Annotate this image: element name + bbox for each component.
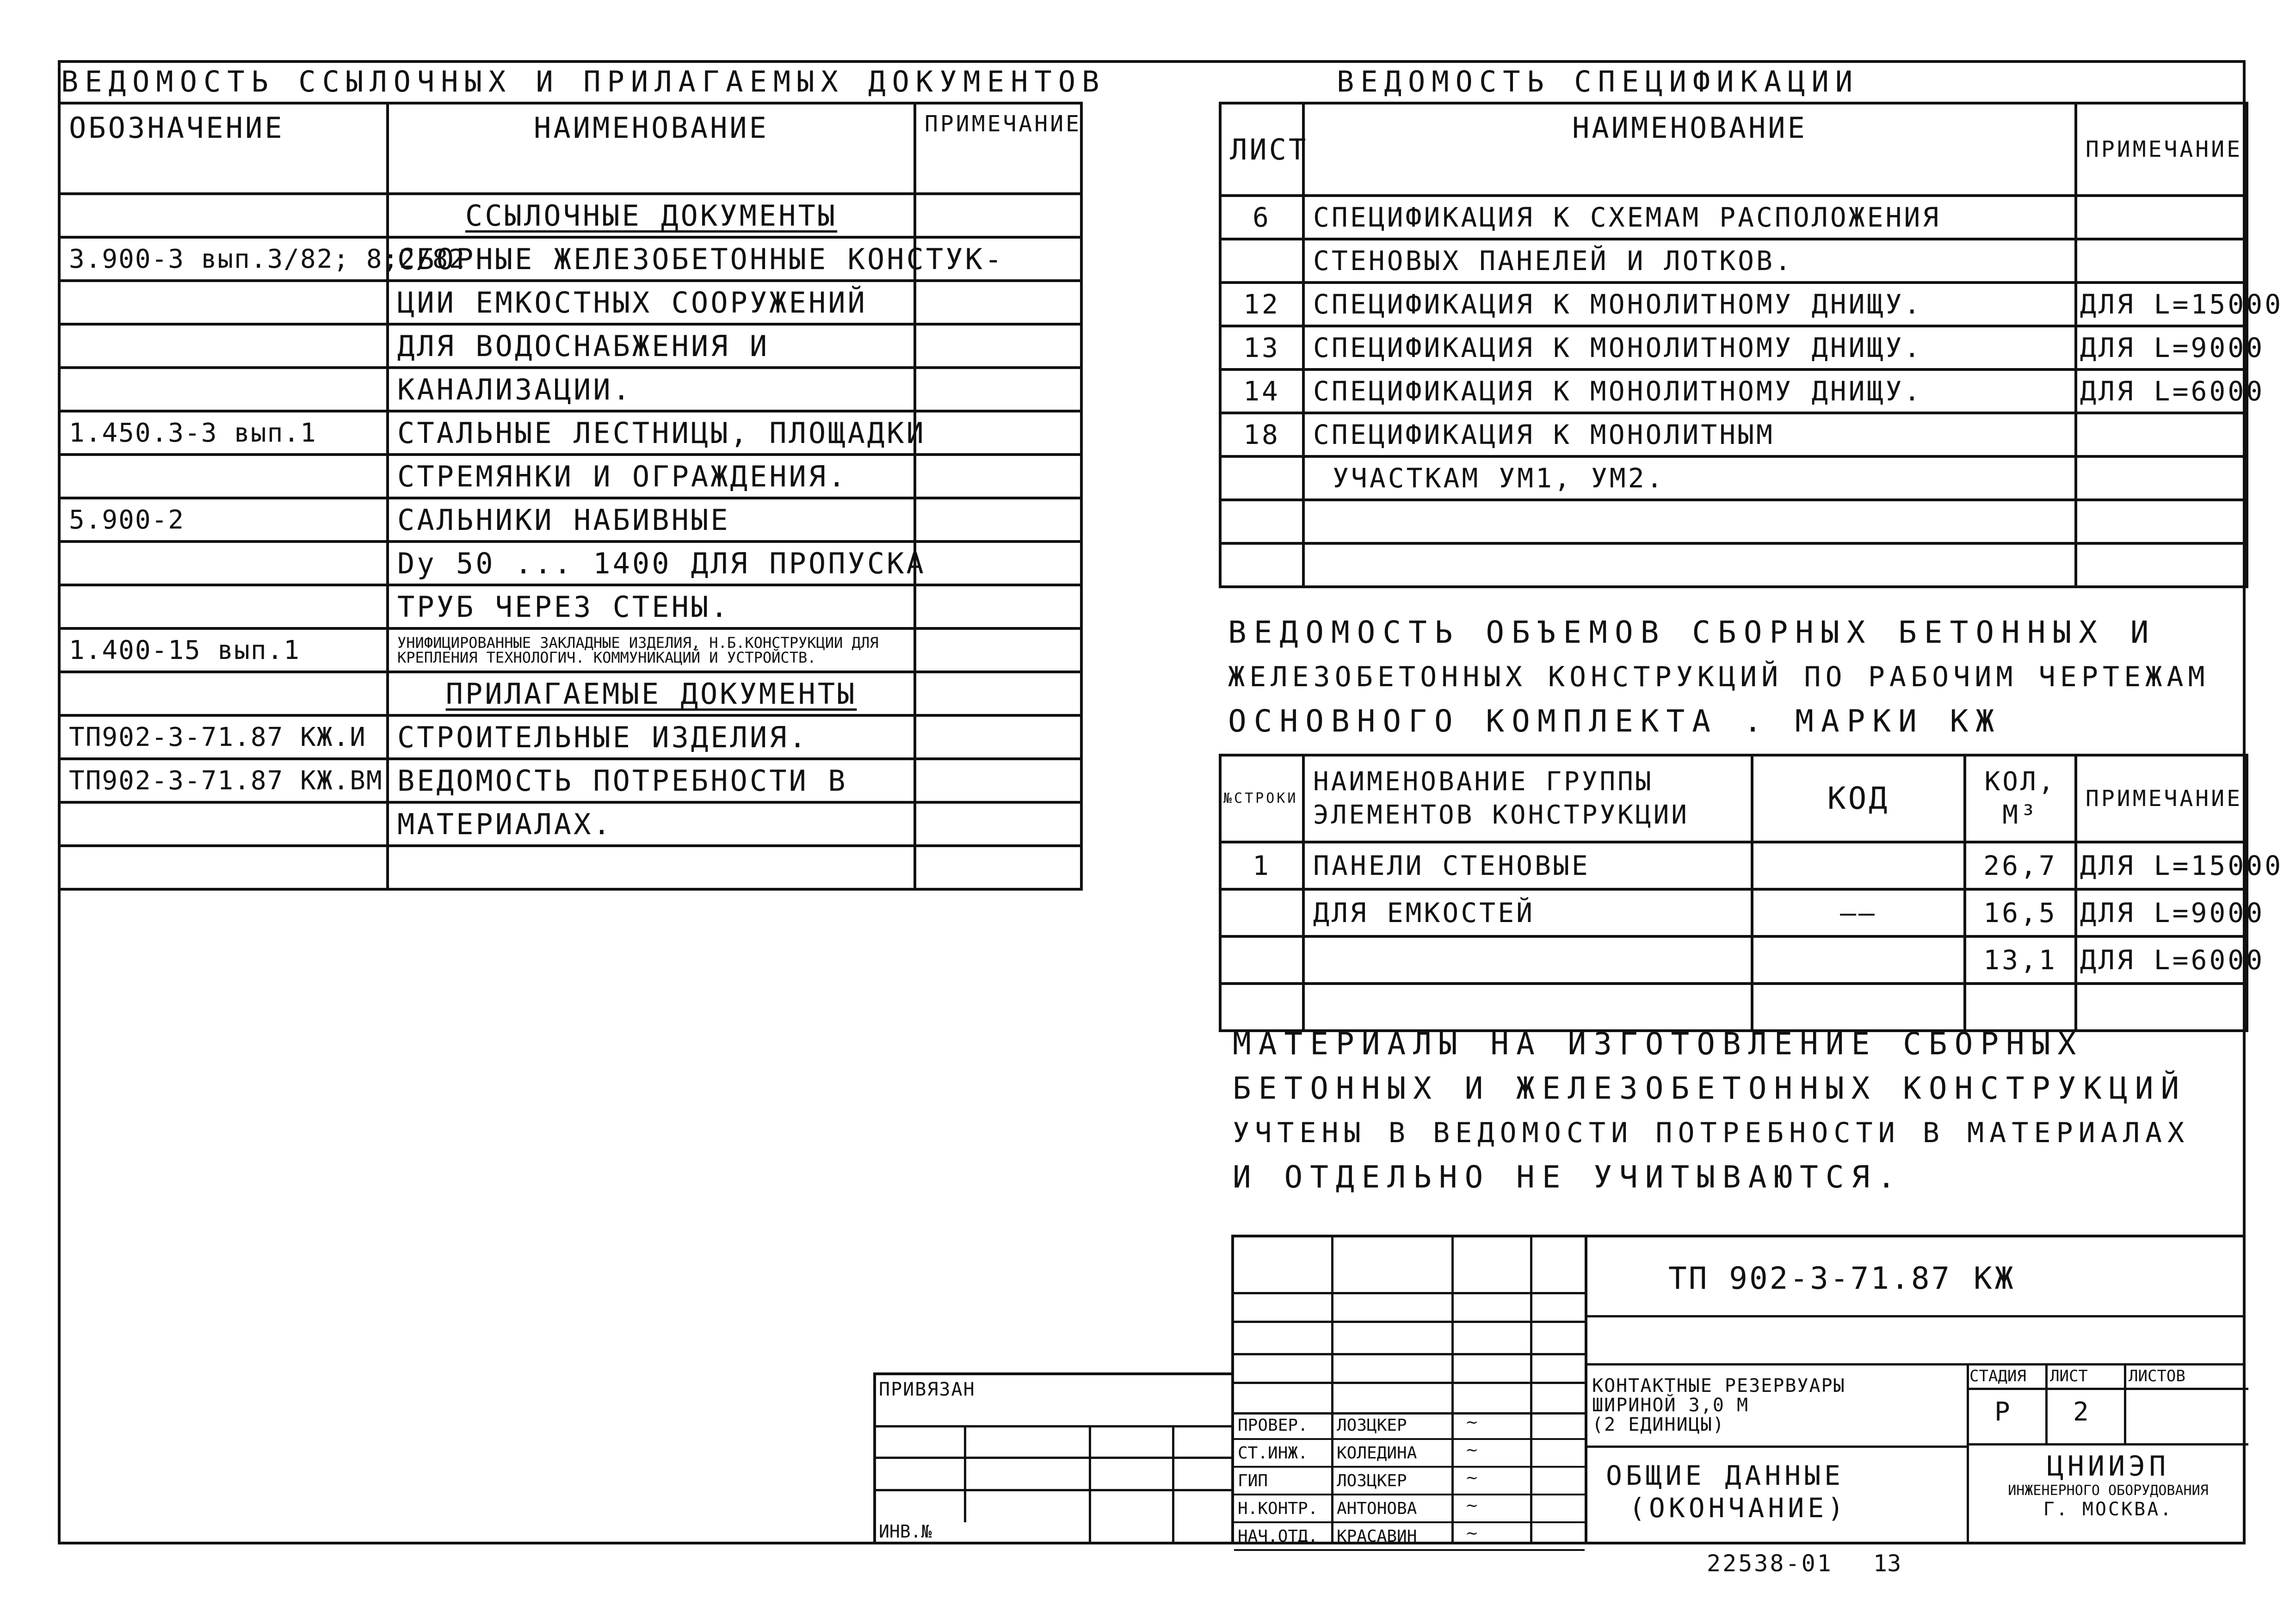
doc-mark: КЖ [1974,1261,2016,1296]
volumes-cell-name [1303,936,1752,984]
ref-row [59,541,1081,585]
spec-title: ВЕДОМОСТЬ СПЕЦИФИКАЦИИ [1337,65,1859,98]
sig-hline-a [1234,1292,1585,1294]
spec-cell-name [1303,500,2076,543]
signatures-block [1231,1235,1587,1544]
ref-cell-code [59,281,388,324]
spec-cell-note [2076,543,2247,587]
ref-cell-name: СБОРНЫЕ ЖЕЛЕЗОБЕТОННЫЕ КОНСТУК- [388,237,915,281]
spec-cell-sheet [1220,456,1303,500]
volumes-cell-qty: 16,5 [1965,889,2076,936]
volumes-cell-code [1752,842,1965,889]
signature-icon: ∼ [1465,1441,1479,1459]
ref-cell-name: КАНАЛИЗАЦИИ. [388,368,915,411]
sheet-title [1606,1459,1847,1524]
materials-note-line-3: УЧТЕНЫ В ВЕДОМОСТИ ПОТРЕБНОСТИ В МАТЕРИАЛАХ [1233,1117,2190,1149]
spec-cell-note [2076,196,2247,239]
title-vline-stage [1967,1363,1969,1544]
bottom-page: 13 [1873,1550,1901,1577]
ref-cell-name [388,672,915,715]
person-name: ЛОЗЦКЕР [1337,1416,1407,1435]
main-title-block [1585,1235,2246,1544]
ref-cell-note [915,281,1081,324]
materials-note-line-2: БЕТОННЫХ И ЖЕЛЕЗОБЕТОННЫХ КОНСТРУКЦИЙ [1233,1070,2187,1106]
sheet-value: 2 [2073,1397,2089,1427]
person-row [1234,1412,1585,1440]
materials-note [1233,1022,2190,1200]
ref-cell-code: 5.900-2 [59,498,388,541]
ref-cell-name: УНИФИЦИРОВАННЫЕ ЗАКЛАДНЫЕ ИЗДЕЛИЯ, Н.Б.КОНСТРУКЦИИ ДЛЯ КРЕПЛЕНИЯ ТЕХНОЛОГИЧ. КОММУНИКАЦИЙ И УСТРОЙСТВ. [388,628,915,672]
attached-hline-2 [876,1457,1231,1459]
ref-cell-name: МАТЕРИАЛАХ. [388,802,915,846]
spec-cell-sheet [1220,543,1303,587]
ref-section-title: ПРИЛАГАЕМЫЕ ДОКУМЕНТЫ [445,677,857,711]
person-name: КОЛЕДИНА [1337,1444,1417,1463]
org-line-1: ЦНИИЭП [2047,1450,2170,1483]
ref-row [59,455,1081,498]
org-line-2: ИНЖЕНЕРНОГО ОБОРУДОВАНИЯ [2008,1483,2209,1499]
object-title-line-2: ШИРИНОЙ 3,0 М [1592,1395,1749,1416]
volumes-cell-code: —— [1752,889,1965,936]
ref-cell-name: Dy 50 ... 1400 ДЛЯ ПРОПУСКА [388,541,915,585]
volumes-cell-qty: 26,7 [1965,842,2076,889]
vol-col-name: НАИМЕНОВАНИЕ ГРУППЫ ЭЛЕМЕНТОВ КОНСТРУКЦИИ [1303,755,1752,842]
ref-docs-title: ВЕДОМОСТЬ ССЫЛОЧНЫХ И ПРИЛАГАЕМЫХ ДОКУМЕНТОВ [61,65,1106,98]
ref-cell-name [388,194,915,237]
ref-row [59,802,1081,846]
ref-cell-note [915,802,1081,846]
org-line-3: Г. МОСКВА. [2043,1499,2173,1520]
person-name: АНТОНОВА [1337,1499,1417,1518]
person-name: КРАСАВИН [1337,1527,1417,1546]
object-title-line-1: КОНТАКТНЫЕ РЕЗЕРВУАРЫ [1592,1375,1845,1396]
person-name: ЛОЗЦКЕР [1337,1471,1407,1490]
ref-cell-note [915,498,1081,541]
ref-row [59,585,1081,628]
materials-note-line-4: И ОТДЕЛЬНО НЕ УЧИТЫВАЮТСЯ. [1233,1159,1903,1195]
spec-cell-note [2076,239,2247,283]
ref-cell-note [915,324,1081,368]
ref-cell-name: ТРУБ ЧЕРЕЗ СТЕНЫ. [388,585,915,628]
ref-row [59,715,1081,759]
ref-row [59,759,1081,802]
spec-cell-name: УЧАСТКАМ УМ1, УМ2. [1303,456,2076,500]
people-list [1234,1412,1585,1551]
spec-row [1220,369,2247,413]
volumes-cell-note: ДЛЯ L=15000 [2076,842,2247,889]
ref-cell-note [915,715,1081,759]
volumes-cell-note: ДЛЯ L=9000 [2076,889,2247,936]
ref-row [59,237,1081,281]
spec-cell-note: ДЛЯ L=6000 [2076,369,2247,413]
ref-cell-code [59,455,388,498]
spec-cell-sheet: 12 [1220,283,1303,326]
spec-cell-sheet: 13 [1220,326,1303,369]
signature-icon: ∼ [1465,1524,1479,1543]
ref-cell-note [915,672,1081,715]
spec-cell-name: СПЕЦИФИКАЦИЯ К СХЕМАМ РАСПОЛОЖЕНИЯ [1303,196,2076,239]
ref-cell-name: ДЛЯ ВОДОСНАБЖЕНИЯ И [388,324,915,368]
ref-cell-code: 3.900-3 вып.3/82; 8;2/82 [59,237,388,281]
ref-cell-code: 1.400-15 вып.1 [59,628,388,672]
materials-note-line-1: МАТЕРИАЛЫ НА ИЗГОТОВЛЕНИЕ СБОРНЫХ [1233,1026,2084,1062]
volumes-cell-code [1752,936,1965,984]
org-block [1969,1450,2247,1520]
ref-cell-note [915,411,1081,455]
ref-cell-code [59,194,388,237]
ref-cell-name: СТРЕМЯНКИ И ОГРАЖДЕНИЯ. [388,455,915,498]
spec-cell-name [1303,543,2076,587]
attached-block [873,1372,1234,1544]
ref-cell-note [915,846,1081,889]
person-role: ПРОВЕР. [1238,1416,1308,1435]
spec-row [1220,543,2247,587]
vol-col-note: ПРИМЕЧАНИЕ [2076,755,2247,842]
spec-cell-name: СПЕЦИФИКАЦИЯ К МОНОЛИТНОМУ ДНИЩУ. [1303,283,2076,326]
volumes-cell-name: ДЛЯ ЕМКОСТЕЙ [1303,889,1752,936]
sig-hline-d [1234,1382,1585,1384]
spec-col-sheet: ЛИСТ [1220,103,1303,196]
object-title-line-3: (2 ЕДИНИЦЫ) [1592,1414,1725,1435]
ref-docs-table [58,102,1083,891]
spec-cell-sheet: 18 [1220,413,1303,456]
spec-cell-note [2076,413,2247,456]
spec-header-row [1220,103,2247,196]
volumes-cell-qty: 13,1 [1965,936,2076,984]
ref-row [59,324,1081,368]
volumes-cell-n [1220,936,1303,984]
vol-col-qty: КОЛ, М³ [1965,755,2076,842]
volumes-row [1220,936,2247,984]
ref-row [59,194,1081,237]
stage-hline-1 [1967,1388,2248,1390]
person-role: Н.КОНТР. [1238,1499,1318,1518]
spec-cell-sheet [1220,239,1303,283]
attached-hline-1 [876,1425,1231,1427]
ref-section-title: ССЫЛОЧНЫЕ ДОКУМЕНТЫ [465,198,838,233]
sheet-label: ЛИСТ [2050,1367,2088,1385]
ref-cell-code [59,324,388,368]
person-role: СТ.ИНЖ. [1238,1444,1308,1463]
sheet-title-line-2: (ОКОНЧАНИЕ) [1629,1492,1848,1524]
volumes-row [1220,889,2247,936]
spec-cell-name: СТЕНОВЫХ ПАНЕЛЕЙ И ЛОТКОВ. [1303,239,2076,283]
spec-cell-name: СПЕЦИФИКАЦИЯ К МОНОЛИТНОМУ ДНИЩУ. [1303,326,2076,369]
ref-cell-name: ЦИИ ЕМКОСТНЫХ СООРУЖЕНИЙ [388,281,915,324]
ref-cell-name: СТАЛЬНЫЕ ЛЕСТНИЦЫ, ПЛОЩАДКИ [388,411,915,455]
spec-row [1220,283,2247,326]
ref-cell-note [915,585,1081,628]
title-hline-2 [1587,1363,2243,1366]
doc-code: ТП 902-3-71.87 [1668,1261,1952,1296]
attached-vline-2 [1089,1425,1091,1544]
volumes-heading [1228,610,2210,744]
ref-cell-note [915,455,1081,498]
spec-cell-name: СПЕЦИФИКАЦИЯ К МОНОЛИТНОМУ ДНИЩУ. [1303,369,2076,413]
ref-cell-code [59,368,388,411]
volumes-heading-line-2: ЖЕЛЕЗОБЕТОННЫХ КОНСТРУКЦИЙ ПО РАБОЧИМ ЧЕРТЕЖАМ [1228,661,2210,693]
signature-icon: ∼ [1465,1413,1479,1432]
volumes-cell-n [1220,889,1303,936]
ref-cell-code: ТП902-3-71.87 КЖ.И [59,715,388,759]
attached-hline-3 [876,1489,1231,1491]
attached-vline-1 [964,1425,966,1522]
bottom-code: 22538-01 [1707,1550,1833,1577]
person-row [1234,1468,1585,1495]
spec-row [1220,413,2247,456]
ref-cell-name: СТРОИТЕЛЬНЫЕ ИЗДЕЛИЯ. [388,715,915,759]
ref-cell-note [915,541,1081,585]
stage-vline-1 [2045,1363,2048,1444]
volumes-cell-n: 1 [1220,842,1303,889]
ref-row [59,281,1081,324]
ref-col-note: ПРИМЕЧАНИЕ [915,103,1081,194]
sheet-title-line-1: ОБЩИЕ ДАННЫЕ [1606,1460,1845,1491]
volumes-row [1220,842,2247,889]
volumes-header-row [1220,755,2247,842]
object-title [1592,1376,1845,1434]
ref-docs-header-row [59,103,1081,194]
ref-cell-code [59,541,388,585]
vol-col-n: №СТРОКИ [1220,755,1303,842]
stage-hline-2 [1967,1443,2248,1446]
ref-col-name: НАИМЕНОВАНИЕ [388,103,915,194]
ref-cell-code [59,672,388,715]
spec-cell-note [2076,456,2247,500]
person-row [1234,1495,1585,1523]
spec-cell-name: СПЕЦИФИКАЦИЯ К МОНОЛИТНЫМ [1303,413,2076,456]
spec-row [1220,326,2247,369]
ref-row [59,498,1081,541]
ref-row [59,368,1081,411]
spec-row [1220,500,2247,543]
spec-col-name: НАИМЕНОВАНИЕ [1303,103,2076,196]
signature-icon: ∼ [1465,1469,1479,1487]
sig-hline-b [1234,1321,1585,1323]
volumes-cell-note: ДЛЯ L=6000 [2076,936,2247,984]
attached-vline-3 [1172,1425,1174,1544]
title-hline-1 [1587,1315,2243,1317]
volumes-cell-name: ПАНЕЛИ СТЕНОВЫЕ [1303,842,1752,889]
ref-col-code: ОБОЗНАЧЕНИЕ [59,103,388,194]
ref-row [59,628,1081,672]
ref-cell-name: ВЕДОМОСТЬ ПОТРЕБНОСТИ В [388,759,915,802]
attached-label: ПРИВЯЗАН [879,1379,975,1400]
spec-cell-sheet: 14 [1220,369,1303,413]
title-hline-3 [1587,1446,1967,1448]
person-role: НАЧ.ОТД. [1238,1527,1318,1546]
spec-cell-sheet: 6 [1220,196,1303,239]
stage-vline-2 [2124,1363,2126,1444]
ref-cell-note [915,194,1081,237]
spec-row [1220,196,2247,239]
ref-cell-name [388,846,915,889]
spec-col-note: ПРИМЕЧАНИЕ [2076,103,2247,196]
spec-table [1219,102,2284,588]
sheets-label: ЛИСТОВ [2129,1367,2185,1385]
volumes-table [1219,754,2284,1032]
ref-cell-note [915,368,1081,411]
spec-cell-sheet [1220,500,1303,543]
sig-hline-c [1234,1353,1585,1355]
spec-row [1220,456,2247,500]
person-row [1234,1523,1585,1551]
stage-label: СТАДИЯ [1969,1367,2026,1385]
ref-cell-note [915,759,1081,802]
spec-cell-note: ДЛЯ L=9000 [2076,326,2247,369]
ref-row [59,672,1081,715]
ref-row [59,411,1081,455]
ref-cell-note [915,628,1081,672]
spec-row [1220,239,2247,283]
frame-top-line [58,60,2246,63]
ref-cell-code: 1.450.3-3 вып.1 [59,411,388,455]
volumes-heading-line-1: ВЕДОМОСТЬ ОБЪЕМОВ СБОРНЫХ БЕТОННЫХ И [1228,615,2156,650]
spec-cell-note [2076,500,2247,543]
vol-col-code: КОД [1752,755,1965,842]
ref-row [59,846,1081,889]
person-row [1234,1440,1585,1468]
stage-value: Р [1994,1397,2010,1427]
person-role: ГИП [1238,1471,1268,1490]
ref-cell-name: САЛЬНИКИ НАБИВНЫЕ [388,498,915,541]
ref-cell-code [59,802,388,846]
ref-cell-code: ТП902-3-71.87 КЖ.ВМ [59,759,388,802]
ref-cell-code [59,846,388,889]
ref-cell-code [59,585,388,628]
volumes-heading-line-3: ОСНОВНОГО КОМПЛЕКТА . МАРКИ КЖ [1228,703,2002,739]
inv-label: ИНВ.№ [879,1521,932,1542]
spec-cell-note: ДЛЯ L=15000 [2076,283,2247,326]
signature-icon: ∼ [1465,1496,1479,1515]
